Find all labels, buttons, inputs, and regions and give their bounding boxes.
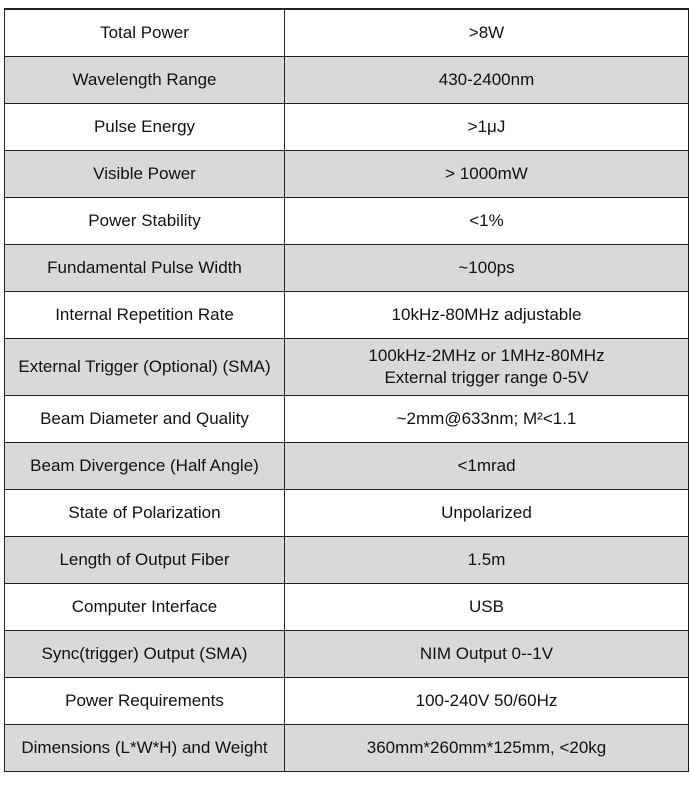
spec-value: 100-240V 50/60Hz: [285, 677, 689, 724]
table-row: [5, 395, 689, 442]
table-row: [5, 56, 689, 103]
table-row: [5, 150, 689, 197]
spec-value: 1.5m: [285, 536, 689, 583]
spec-label: Dimensions (L*W*H) and Weight: [5, 724, 285, 771]
spec-value: USB: [285, 583, 689, 630]
spec-label: Visible Power: [5, 150, 285, 197]
table-row: [5, 9, 689, 56]
spec-value: >1μJ: [285, 103, 689, 150]
table-row: [5, 103, 689, 150]
table-row: [5, 630, 689, 677]
spec-value: 360mm*260mm*125mm, <20kg: [285, 724, 689, 771]
spec-label: Computer Interface: [5, 583, 285, 630]
spec-value: 10kHz-80MHz adjustable: [285, 291, 689, 338]
spec-table: [4, 8, 689, 772]
table-row: [5, 583, 689, 630]
table-row: [5, 244, 689, 291]
spec-value: ~100ps: [285, 244, 689, 291]
spec-label: Sync(trigger) Output (SMA): [5, 630, 285, 677]
spec-value: <1mrad: [285, 442, 689, 489]
table-row: [5, 442, 689, 489]
table-row: [5, 197, 689, 244]
spec-label: External Trigger (Optional) (SMA): [5, 338, 285, 395]
table-row: [5, 536, 689, 583]
spec-value: ~2mm@633nm; M²<1.1: [285, 395, 689, 442]
table-row: [5, 489, 689, 536]
spec-value: >8W: [285, 9, 689, 56]
spec-label: Pulse Energy: [5, 103, 285, 150]
spec-value: 430-2400nm: [285, 56, 689, 103]
spec-label: Total Power: [5, 9, 285, 56]
spec-value: > 1000mW: [285, 150, 689, 197]
table-row: [5, 724, 689, 771]
spec-value-line-2: External trigger range 0-5V: [384, 367, 589, 387]
spec-label: Beam Diameter and Quality: [5, 395, 285, 442]
table-row: [5, 677, 689, 724]
spec-value: NIM Output 0--1V: [285, 630, 689, 677]
spec-label: Power Stability: [5, 197, 285, 244]
spec-label: Length of Output Fiber: [5, 536, 285, 583]
spec-value-line-1: 100kHz-2MHz or 1MHz-80MHz: [368, 345, 605, 365]
spec-label: Power Requirements: [5, 677, 285, 724]
spec-label: State of Polarization: [5, 489, 285, 536]
spec-label: Fundamental Pulse Width: [5, 244, 285, 291]
spec-table-body: [5, 9, 689, 771]
spec-label: Beam Divergence (Half Angle): [5, 442, 285, 489]
table-row: [5, 338, 689, 395]
spec-value-multiline: [285, 338, 689, 395]
spec-value: <1%: [285, 197, 689, 244]
table-row: [5, 291, 689, 338]
spec-label: Wavelength Range: [5, 56, 285, 103]
spec-value: Unpolarized: [285, 489, 689, 536]
spec-label: Internal Repetition Rate: [5, 291, 285, 338]
